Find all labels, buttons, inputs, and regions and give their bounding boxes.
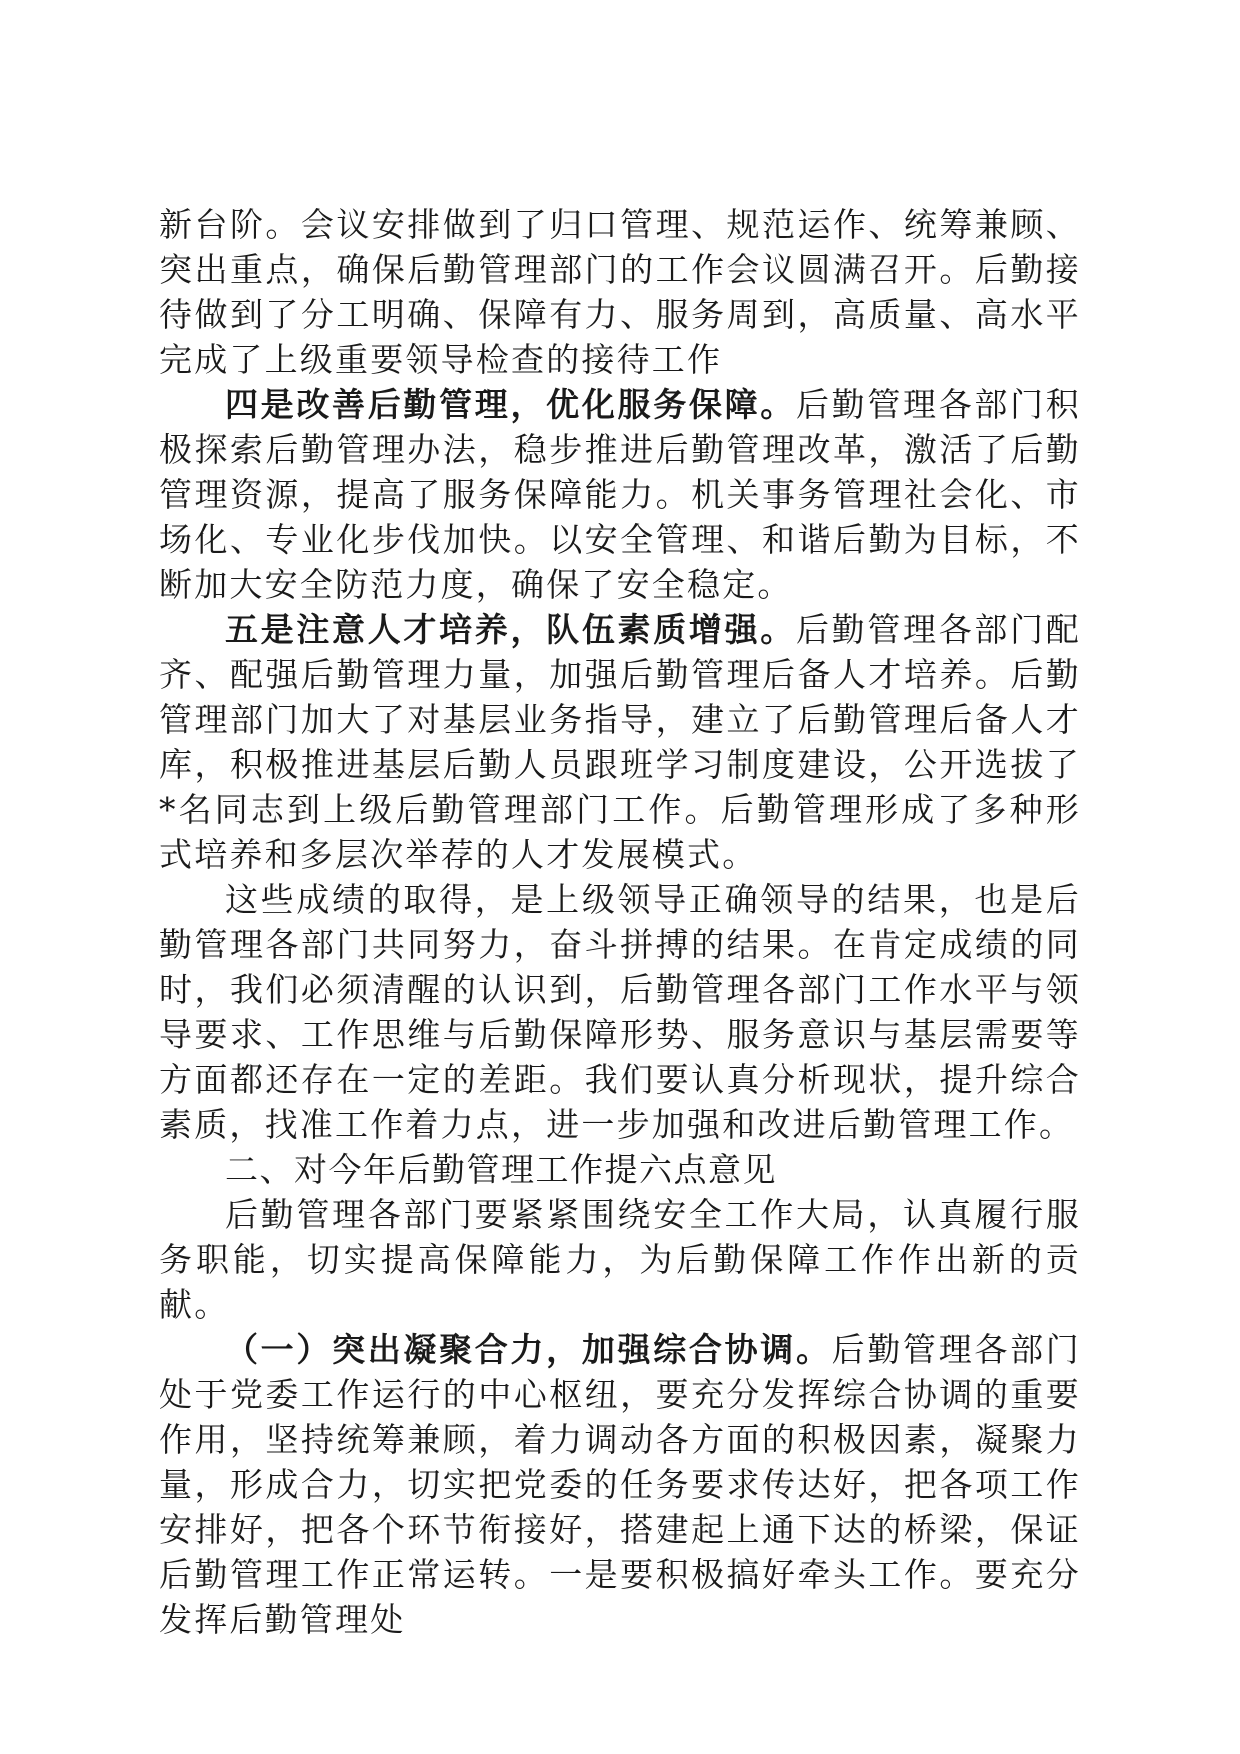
- paragraph-lead: 四是改善后勤管理，优化服务保障。: [225, 385, 796, 424]
- paragraph-continuation: [159, 202, 1081, 382]
- paragraph-text: 这些成绩的取得，是上级领导正确领导的结果，也是后勤管理各部门共同努力，奋斗拼搏的结果。在肯定成绩的同时，我们必须清醒的认识到，后勤管理各部门工作水平与领导要求、工作思维与后勤保障形势、服务意识与基层需要等方面都还存在一定的差距。我们要认真分析现状，提升综合素质，找准工作着力点，进一步加强和改进后勤管理工作。: [159, 880, 1081, 1144]
- paragraph-text: 后勤管理各部门配齐、配强后勤管理力量，加强后勤管理后备人才培养。后勤管理部门加大了对基层业务指导，建立了后勤管理后备人才库，积极推进基层后勤人员跟班学习制度建设，公开选拔了*名同志到上级后勤管理部门工作。后勤管理形成了多种形式培养和多层次举荐的人才发展模式。: [159, 610, 1081, 874]
- paragraph-text: 后勤管理各部门积极探索后勤管理办法，稳步推进后勤管理改革，激活了后勤管理资源，提高了服务保障能力。机关事务管理社会化、市场化、专业化步伐加快。以安全管理、和谐后勤为目标，不断加大安全防范力度，确保了安全稳定。: [159, 385, 1081, 604]
- section-intro: [159, 1192, 1081, 1327]
- section-heading: 二、对今年后勤管理工作提六点意见: [225, 1150, 777, 1189]
- document-body: [159, 202, 1081, 1642]
- paragraph-lead: 五是注意人才培养，队伍素质增强。: [225, 610, 796, 649]
- paragraph-point-four: [159, 382, 1081, 607]
- paragraph-text: 新台阶。会议安排做到了归口管理、规范运作、统筹兼顾、突出重点，确保后勤管理部门的工作会议圆满召开。后勤接待做到了分工明确、保障有力、服务周到，高质量、高水平完成了上级重要领导检查的接待工作: [159, 205, 1081, 379]
- subsection-one: [159, 1327, 1081, 1642]
- paragraph-point-five: [159, 607, 1081, 877]
- subsection-lead: （一）突出凝聚合力，加强综合协调。: [225, 1330, 832, 1369]
- paragraph-text: 后勤管理各部门处于党委工作运行的中心枢纽，要充分发挥综合协调的重要作用，坚持统筹兼顾，着力调动各方面的积极因素，凝聚力量，形成合力，切实把党委的任务要求传达好，把各项工作安排好，把各个环节衔接好，搭建起上通下达的桥梁，保证后勤管理工作正常运转。一是要积极搞好牵头工作。要充分发挥后勤管理处: [159, 1330, 1081, 1639]
- paragraph-summary: [159, 877, 1081, 1147]
- paragraph-text: 后勤管理各部门要紧紧围绕安全工作大局，认真履行服务职能，切实提高保障能力，为后勤保障工作作出新的贡献。: [159, 1195, 1081, 1324]
